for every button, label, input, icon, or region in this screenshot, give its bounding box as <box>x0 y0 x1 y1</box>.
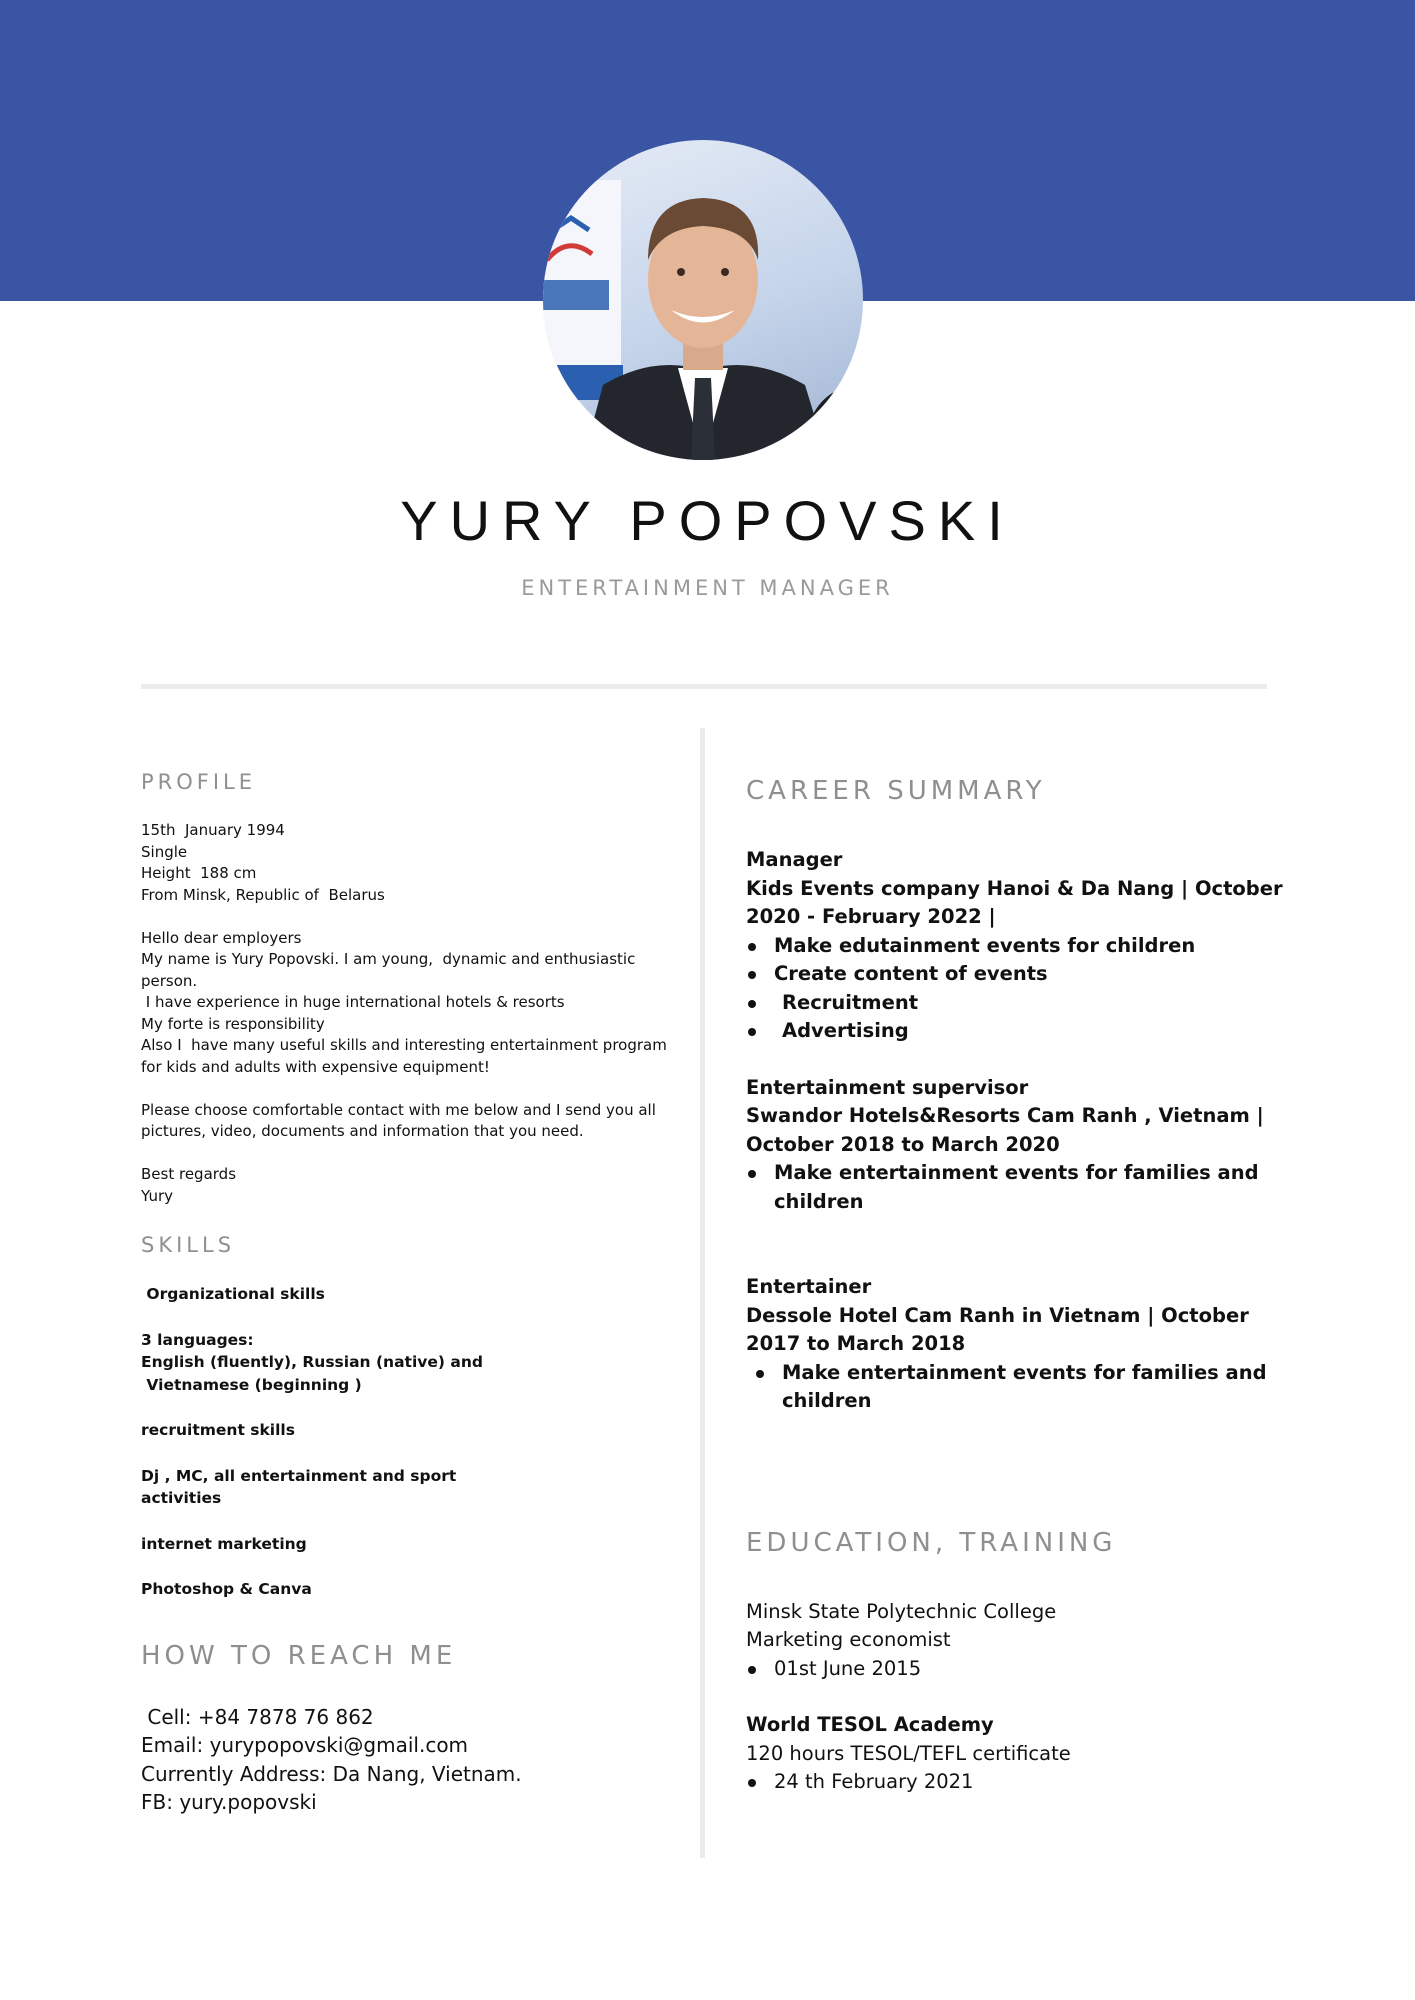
job-title: ENTERTAINMENT MANAGER <box>521 576 894 600</box>
skill-item: Organizational skills <box>141 1285 325 1303</box>
job-entry <box>746 1074 1306 1217</box>
skill-item: 3 languages: English (fluently), Russian (native) and Vietnamese (beginning ) <box>141 1330 483 1394</box>
reach-heading: HOW TO REACH ME <box>141 1640 457 1671</box>
birth-date: 15th January 1994 <box>141 821 285 839</box>
closing-regards: Best regards <box>141 1165 237 1183</box>
skill-item: Photoshop & Canva <box>141 1580 312 1598</box>
skills-heading: SKILLS <box>141 1233 236 1257</box>
email: Email: yurypopovski@gmail.com <box>141 1733 469 1757</box>
qualification: Marketing economist <box>746 1628 951 1651</box>
education-heading: EDUCATION, TRAINING <box>746 1527 1117 1558</box>
duty-item: Make entertainment events for families and children <box>746 1359 1306 1416</box>
career-heading: CAREER SUMMARY <box>746 776 1046 806</box>
profile-photo <box>543 140 863 460</box>
contact-note: Please choose comfortable contact with me below and I send you all pictures, video, documents and information that you need. <box>141 1100 661 1140</box>
job-entry <box>746 846 1306 1046</box>
letter-line: My forte is responsibility <box>141 1014 325 1033</box>
education-entry <box>746 1598 1306 1684</box>
candidate-name: YURY POPOVSKI <box>400 489 1015 552</box>
skill-item: internet marketing <box>141 1534 307 1553</box>
facebook: FB: yury.popovski <box>141 1790 317 1814</box>
completion-date: 01st June 2015 <box>746 1655 1306 1684</box>
qualification: 120 hours TESOL/TEFL certificate <box>746 1741 1071 1765</box>
duty-item: Recruitment <box>746 989 1306 1018</box>
school-name: World TESOL Academy <box>746 1713 994 1736</box>
job-role: Manager <box>746 848 843 871</box>
duty-item: Create content of events <box>746 960 1306 989</box>
education-entry <box>746 1711 1306 1797</box>
letter-line: Hello dear employers <box>141 928 302 947</box>
job-duties <box>746 1359 1306 1416</box>
job-company: Swandor Hotels&Resorts Cam Ranh , Vietnam | October 2018 to March 2020 <box>746 1104 1264 1156</box>
letter-line: I have experience in huge international hotels & resorts <box>141 993 565 1011</box>
closing-signature: Yury <box>141 1186 173 1205</box>
profile-heading: PROFILE <box>141 770 257 794</box>
cell-phone: Cell: +84 7878 76 862 <box>141 1704 374 1729</box>
job-entry <box>746 1273 1306 1416</box>
horizontal-divider <box>141 684 1267 689</box>
vertical-divider <box>700 728 705 1858</box>
height: Height 188 cm <box>141 864 257 882</box>
left-column <box>141 770 681 1817</box>
completion-date: 24 th February 2021 <box>746 1768 1306 1797</box>
job-role: Entertainer <box>746 1275 872 1298</box>
skills-list <box>141 1283 681 1601</box>
hometown: From Minsk, Republic of Belarus <box>141 885 385 904</box>
duty-item: Advertising <box>746 1017 1306 1046</box>
job-duties <box>746 1159 1306 1216</box>
job-role: Entertainment supervisor <box>746 1075 1029 1099</box>
duty-item: Make edutainment events for children <box>746 932 1306 961</box>
letter-line: Also I have many useful skills and interesting entertainment program for kids and adults with expensive equipment! <box>141 1036 672 1076</box>
marital-status: Single <box>141 842 188 861</box>
job-duties <box>746 932 1306 1046</box>
profile-letter <box>141 928 681 1079</box>
profile-details <box>141 820 681 906</box>
address: Currently Address: Da Nang, Vietnam. <box>141 1761 522 1786</box>
right-column <box>746 776 1306 1797</box>
duty-item: Make entertainment events for families and children <box>746 1159 1306 1216</box>
job-company: Dessole Hotel Cam Ranh in Vietnam | October 2017 to March 2018 <box>746 1303 1249 1355</box>
skill-item: Dj , MC, all entertainment and sport activities <box>141 1466 457 1507</box>
letter-line: My name is Yury Popovski. I am young, dynamic and enthusiastic person. <box>141 950 641 990</box>
job-company: Kids Events company Hanoi & Da Nang | October 2020 - February 2022 | <box>746 876 1283 928</box>
contact-info <box>141 1703 681 1817</box>
skill-item: recruitment skills <box>141 1421 295 1439</box>
school-name: Minsk State Polytechnic College <box>746 1599 1057 1623</box>
education-list <box>746 1598 1306 1797</box>
